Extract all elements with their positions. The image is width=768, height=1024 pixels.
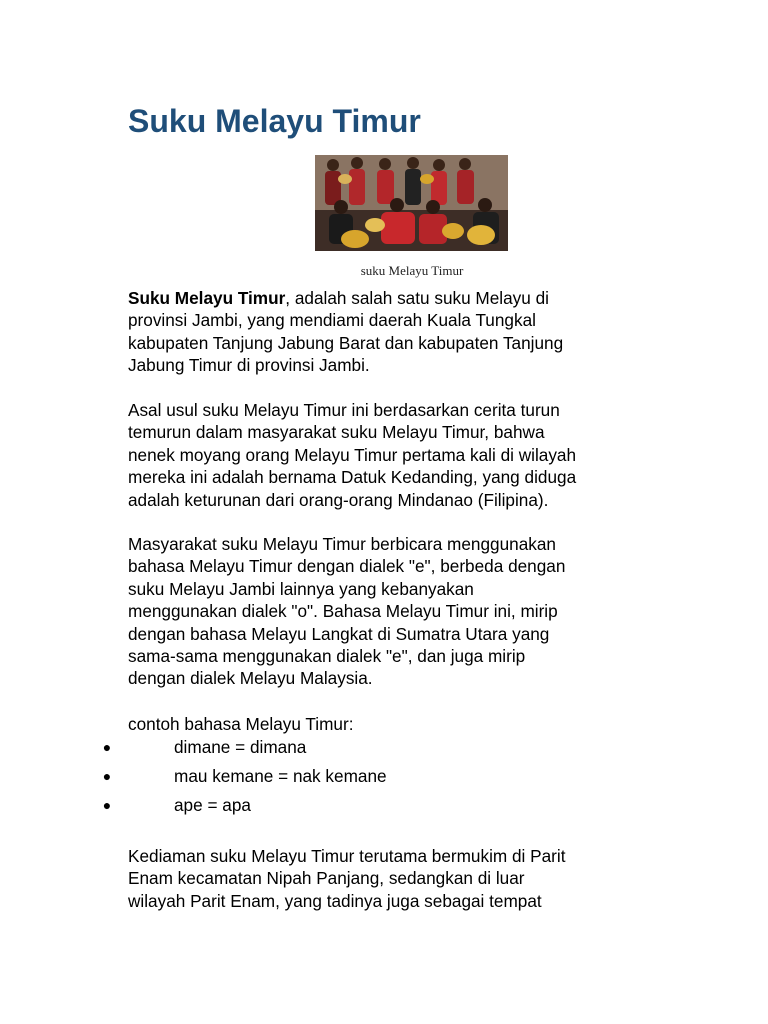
bold-term: Suku Melayu Timur bbox=[128, 288, 286, 308]
paragraph-line: provinsi Jambi, yang mendiami daerah Kuala Tungkal bbox=[128, 310, 536, 331]
paragraph-line: Enam kecamatan Nipah Panjang, sedangkan di luar bbox=[128, 868, 525, 889]
group-photo bbox=[315, 155, 508, 251]
list-item-text: mau kemane = nak kemane bbox=[174, 766, 387, 786]
paragraph-line: dengan bahasa Melayu Langkat di Sumatra Utara yang bbox=[128, 623, 550, 644]
paragraph-line: suku Melayu Jambi lainnya yang kebanyakan bbox=[128, 578, 474, 599]
examples-intro: contoh bahasa Melayu Timur: bbox=[128, 714, 354, 734]
basket-icon bbox=[467, 225, 495, 245]
list-item-text: dimane = dimana bbox=[174, 737, 307, 757]
basket-icon bbox=[338, 174, 352, 184]
paragraph-line bbox=[128, 287, 688, 309]
paragraph-line: bahasa Melayu Timur dengan dialek "e", berbeda dengan bbox=[128, 556, 566, 577]
list-item bbox=[100, 792, 600, 818]
paragraph-residence bbox=[128, 845, 688, 912]
person-figure bbox=[431, 159, 447, 205]
list-item bbox=[100, 734, 600, 760]
bullet-icon: ● bbox=[102, 797, 112, 813]
basket-icon bbox=[341, 230, 369, 248]
paragraph-line: Asal usul suku Melayu Timur ini berdasarkan cerita turun bbox=[128, 400, 560, 420]
paragraph-line: sama-sama menggunakan dialek "e", dan juga mirip bbox=[128, 646, 526, 667]
paragraph-line: wilayah Parit Enam, yang tadinya juga sebagai tempat bbox=[128, 890, 542, 911]
bullet-icon: ● bbox=[102, 768, 112, 784]
paragraph-line: nenek moyang orang Melayu Timur pertama kali di wilayah bbox=[128, 444, 577, 465]
paragraph-line: Masyarakat suku Melayu Timur berbicara menggunakan bbox=[128, 534, 556, 554]
list-item bbox=[100, 763, 600, 789]
paragraph-line: temurun dalam masyarakat suku Melayu Timur, bahwa bbox=[128, 422, 545, 443]
paragraph-line: Jabung Timur di provinsi Jambi. bbox=[128, 355, 370, 376]
basket-icon bbox=[420, 174, 434, 184]
paragraph-language bbox=[128, 533, 688, 690]
basket-icon bbox=[365, 218, 385, 232]
paragraph-line: adalah keturunan dari orang-orang Mindanao (Filipina). bbox=[128, 489, 549, 510]
paragraph-line: mereka ini adalah bernama Datuk Kedanding, yang diduga bbox=[128, 467, 577, 488]
paragraph-line: kabupaten Tanjung Jabung Barat dan kabupaten Tanjung bbox=[128, 332, 564, 353]
paragraph-line: menggunakan dialek "o". Bahasa Melayu Timur ini, mirip bbox=[128, 601, 558, 622]
person-figure bbox=[405, 157, 421, 205]
paragraph-line: dengan dialek Melayu Malaysia. bbox=[128, 668, 373, 689]
bullet-icon: ● bbox=[102, 739, 112, 755]
paragraph-line: Kediaman suku Melayu Timur terutama bermukim di Parit bbox=[128, 846, 566, 866]
image-caption: suku Melayu Timur bbox=[360, 263, 464, 278]
person-figure bbox=[325, 159, 341, 205]
basket-icon bbox=[442, 223, 464, 239]
page-title: Suku Melayu Timur bbox=[128, 103, 421, 139]
paragraph-intro bbox=[128, 287, 688, 377]
paragraph-origin bbox=[128, 399, 688, 511]
line-text: , adalah salah satu suku Melayu di bbox=[285, 288, 549, 308]
list-item-text: ape = apa bbox=[174, 795, 251, 815]
